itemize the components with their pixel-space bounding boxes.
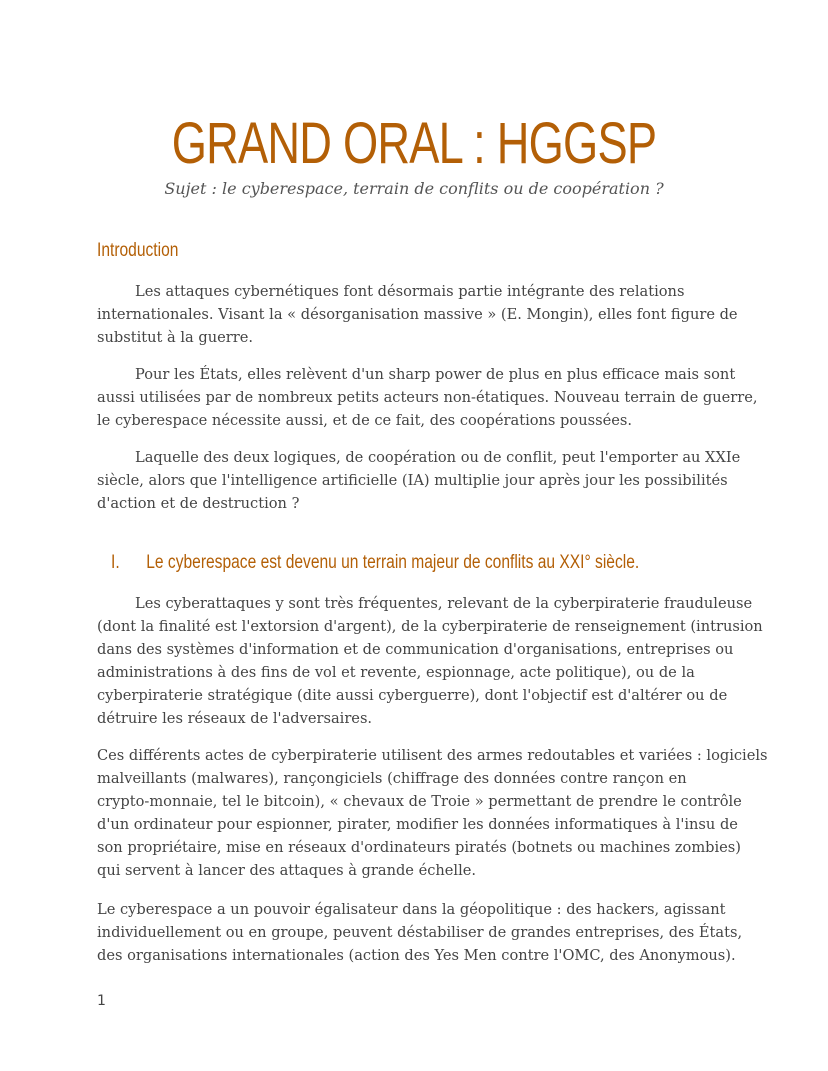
text-line: internationales. Visant la « désorganisation massive » (E. Mongin), elles font figure de	[97, 306, 738, 323]
intro-paragraph-2	[97, 363, 758, 432]
text-line: Le cyberespace a un pouvoir égalisateur dans la géopolitique : des hackers, agissant	[97, 901, 726, 918]
text-line: d'action et de destruction ?	[97, 495, 300, 512]
text-line: son propriétaire, mise en réseaux d'ordinateurs piratés (botnets ou machines zombies)	[97, 839, 741, 856]
text-line: des organisations internationales (action des Yes Men contre l'OMC, des Anonymous).	[97, 947, 736, 964]
text-line: aussi utilisées par de nombreux petits acteurs non-étatiques. Nouveau terrain de guerre,	[97, 389, 758, 406]
text-line: Les attaques cybernétiques font désormais partie intégrante des relations	[135, 283, 685, 300]
document-subtitle: Sujet : le cyberespace, terrain de conflits ou de coopération ?	[164, 179, 664, 198]
text-line: Laquelle des deux logiques, de coopération ou de conflit, peut l'emporter au XXIe	[135, 449, 741, 466]
introduction-heading: Introduction	[97, 240, 179, 261]
section-number: I.	[111, 552, 120, 573]
text-line: siècle, alors que l'intelligence artificielle (IA) multiplie jour après jour les possibilités	[97, 472, 728, 489]
section-1-heading	[111, 550, 639, 576]
text-line: Ces différents actes de cyberpiraterie utilisent des armes redoutables et variées : logiciels	[97, 747, 768, 764]
section-1-paragraph-1	[97, 592, 763, 730]
text-line: Les cyberattaques y sont très fréquentes, relevant de la cyberpiraterie frauduleuse	[135, 595, 753, 612]
text-line: le cyberespace nécessite aussi, et de ce fait, des coopérations poussées.	[97, 412, 632, 429]
text-line: substitut à la guerre.	[97, 329, 253, 346]
section-1-paragraph-2	[97, 744, 768, 882]
text-line: Pour les États, elles relèvent d'un sharp power de plus en plus efficace mais sont	[135, 366, 736, 383]
text-line: qui servent à lancer des attaques à grande échelle.	[97, 862, 477, 879]
intro-paragraph-1	[97, 280, 738, 349]
section-1-paragraph-3	[97, 898, 743, 967]
text-line: (dont la finalité est l'extorsion d'argent), de la cyberpiraterie de renseignement (intrusion	[97, 618, 763, 635]
intro-paragraph-3	[97, 446, 741, 515]
text-line: individuellement ou en groupe, peuvent déstabiliser de grandes entreprises, des États,	[97, 924, 743, 941]
text-line: crypto-monnaie, tel le bitcoin), « chevaux de Troie » permettant de prendre le contrôle	[97, 793, 742, 810]
text-line: cyberpiraterie stratégique (dite aussi cyberguerre), dont l'objectif est d'altérer ou de	[97, 687, 728, 704]
text-line: d'un ordinateur pour espionner, pirater, modifier les données informatiques à l'insu de	[97, 816, 738, 833]
text-line: détruire les réseaux de l'adversaires.	[97, 710, 373, 727]
text-line: dans des systèmes d'information et de communication d'organisations, entreprises ou	[97, 641, 734, 658]
section-title: Le cyberespace est devenu un terrain majeur de conflits au XXI° siècle.	[146, 552, 640, 573]
page-number: 1	[97, 993, 106, 1009]
text-line: malveillants (malwares), rançongiciels (chiffrage des données contre rançon en	[97, 770, 687, 787]
document-title: GRAND ORAL : HGGSP	[171, 111, 657, 176]
text-line: administrations à des fins de vol et revente, espionnage, acte politique), ou de la	[97, 664, 695, 681]
